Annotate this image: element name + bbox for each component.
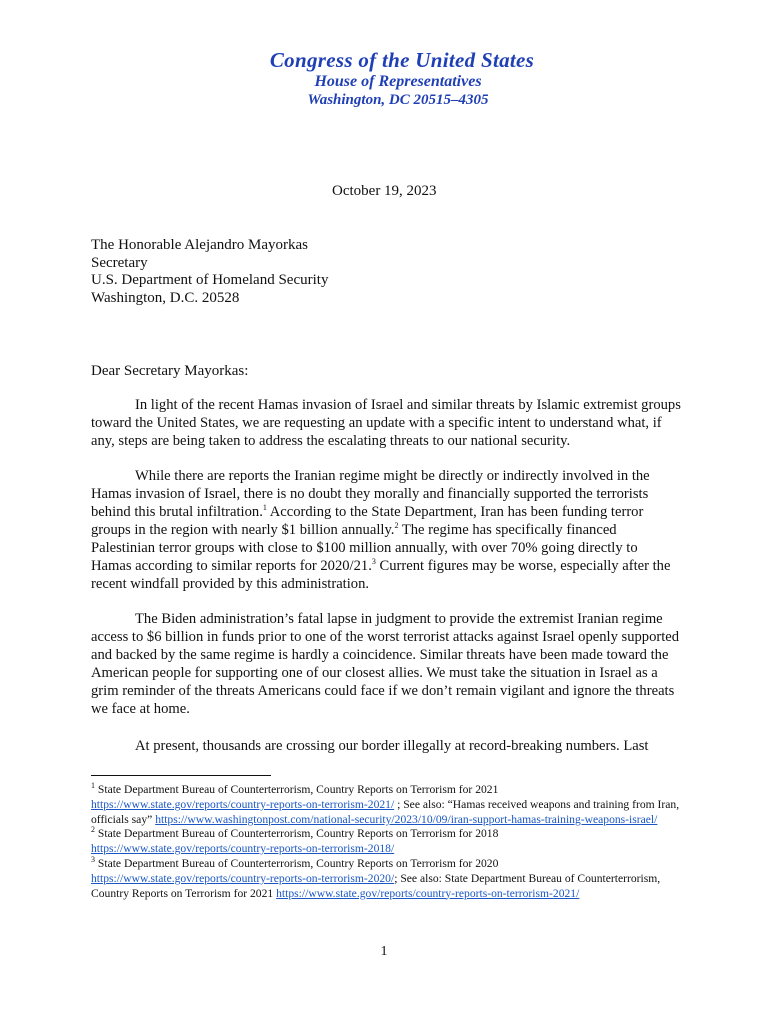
- footnote-number: 1: [91, 781, 95, 791]
- paragraph-2-part-d: Current figures may be worse, especially after the recent windfall provided by this administration.: [91, 558, 671, 592]
- footnote-text: State Department Bureau of Counterterrorism, Country Reports on Terrorism for 2021: [95, 783, 499, 796]
- recipient-city: Washington, D.C. 20528: [91, 289, 240, 306]
- recipient-block: [91, 237, 328, 307]
- footnote-divider: [91, 775, 271, 776]
- paragraph-1: In light of the recent Hamas invasion of Israel and similar threats by Islamic extremist groups toward the United States, we are requesting an update with a specific intent to understand what, if any, steps are being taken to address the escalating threats to our national security.: [91, 397, 681, 449]
- page-number: 1: [380, 944, 388, 959]
- footnote-number: 3: [91, 855, 95, 865]
- footnote-link[interactable]: https://www.washingtonpost.com/national-security/2023/10/09/iran-support-hamas-training-weapons-israel/: [155, 812, 658, 826]
- footnote-ref-3[interactable]: 3: [371, 557, 376, 567]
- recipient-org: U.S. Department of Homeland Security: [91, 272, 329, 288]
- paragraph-4: At present, thousands are crossing our border illegally at record-breaking numbers. Last: [135, 738, 649, 754]
- salutation: Dear Secretary Mayorkas:: [91, 363, 249, 379]
- footnote-ref-1[interactable]: 1: [262, 503, 267, 513]
- footnote-text: ; See also: State Department Bureau of Counterterrorism, Country Reports on Terrorism for 2021: [91, 871, 661, 900]
- footnotes: [91, 783, 691, 901]
- footnote-text: State Department Bureau of Counterterrorism, Country Reports on Terrorism for 2020: [95, 856, 499, 870]
- footnote-ref-2[interactable]: 2: [394, 521, 399, 531]
- footnote-link[interactable]: https://www.state.gov/reports/country-reports-on-terrorism-2021/: [276, 886, 580, 900]
- footnote-1: [91, 783, 691, 827]
- footnote-link[interactable]: https://www.state.gov/reports/country-reports-on-terrorism-2020/: [91, 871, 395, 885]
- letterhead-house: House of Representatives: [314, 73, 482, 90]
- footnote-number: 2: [91, 825, 95, 835]
- letter-date: October 19, 2023: [332, 183, 437, 199]
- footnote-text: ; See also: “Hamas received weapons and training from Iran, officials say”: [91, 797, 680, 826]
- recipient-title: Secretary: [91, 254, 148, 271]
- footnote-text: State Department Bureau of Counterterrorism, Country Reports on Terrorism for 2018: [95, 827, 499, 841]
- footnote-link[interactable]: https://www.state.gov/reports/country-reports-on-terrorism-2021/: [91, 797, 395, 811]
- letterhead: [0, 48, 768, 110]
- footnote-3: [91, 857, 691, 901]
- letterhead-congress: Congress of the United States: [269, 48, 535, 72]
- footnote-2: [91, 827, 691, 857]
- paragraph-3: The Biden administration’s fatal lapse in judgment to provide the extremist Iranian regime access to $6 billion in funds prior to one of the worst terrorist attacks against Israel openly supported and backed by the same regime is hardly a coincidence. Similar threats have been made toward the American people for supporting one of our closest allies. We must take the situation in Israel as a grim reminder of the threats Americans could face if we don’t remain vigilant and ignore the threats we face at home.: [91, 611, 680, 717]
- paragraph-2-part-c: The regime has specifically financed Palestinian terror groups with close to $100 million annually, with over 70% going directly to Hamas according to similar reports for 2020/21.: [91, 522, 638, 574]
- paragraph-2-part-b: According to the State Department, Iran has been funding terror groups in the region with nearly $1 billion annually.: [91, 504, 644, 538]
- footnote-link[interactable]: https://www.state.gov/reports/country-reports-on-terrorism-2018/: [91, 842, 395, 856]
- paragraph-2-part-a: While there are reports the Iranian regime might be directly or indirectly involved in the Hamas invasion of Israel, there is no doubt they morally and financially supported the terrorists behind this brutal infiltration.: [91, 468, 650, 520]
- letterhead-address: Washington, DC 20515–4305: [307, 92, 489, 108]
- paragraph-2: [91, 467, 681, 593]
- recipient-name: The Honorable Alejandro Mayorkas: [91, 237, 309, 253]
